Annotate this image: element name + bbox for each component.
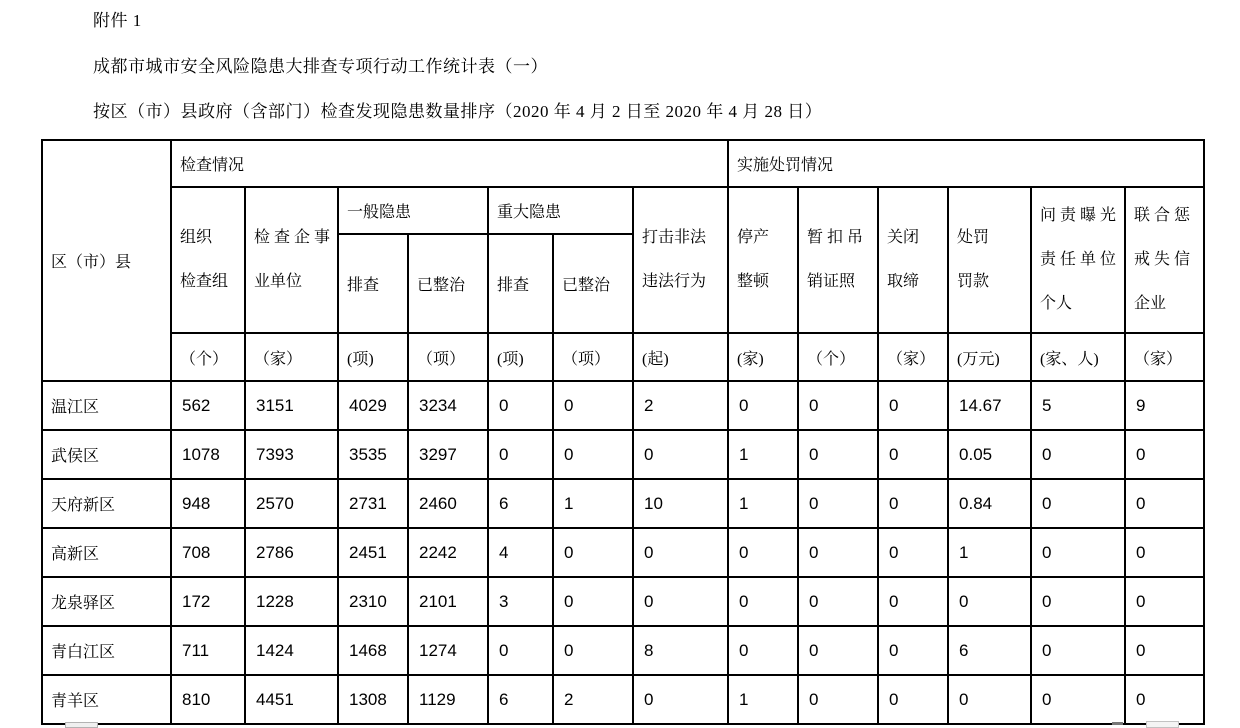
header-suspend <box>728 187 798 333</box>
scrollbar-fragment-right[interactable] <box>1146 721 1179 728</box>
header-line: 个人 <box>1040 295 1073 312</box>
district-cell: 天府新区 <box>42 479 171 528</box>
data-cell: 0 <box>553 430 633 479</box>
header-general-screened: 排查 <box>338 234 408 333</box>
data-cell: 0 <box>1031 675 1125 724</box>
corner-header: 区（市）县 <box>42 140 171 381</box>
data-cell: 0 <box>948 675 1031 724</box>
header-line: 打击非法 <box>642 229 707 246</box>
data-cell: 0 <box>1125 479 1204 528</box>
unit-cell: (项) <box>338 333 408 381</box>
header-line: 检 查 企 事 <box>254 229 331 246</box>
data-cell: 4029 <box>338 381 408 430</box>
data-cell: 0 <box>1125 577 1204 626</box>
data-cell: 1308 <box>338 675 408 724</box>
data-cell: 6 <box>488 479 553 528</box>
header-line: 问 责 曝 光 <box>1040 207 1117 224</box>
data-cell: 0 <box>1031 430 1125 479</box>
data-cell: 0 <box>878 528 948 577</box>
unit-cell: （项） <box>553 333 633 381</box>
data-cell: 810 <box>171 675 245 724</box>
data-cell: 0 <box>633 528 728 577</box>
data-cell: 4451 <box>245 675 338 724</box>
header-line: 销证照 <box>807 273 856 290</box>
data-cell: 4 <box>488 528 553 577</box>
data-cell: 1 <box>728 430 798 479</box>
data-cell: 948 <box>171 479 245 528</box>
data-cell: 0 <box>798 577 878 626</box>
header-line: 取缔 <box>887 273 920 290</box>
district-cell: 青羊区 <box>42 675 171 724</box>
district-cell: 武侯区 <box>42 430 171 479</box>
unit-cell: （家） <box>878 333 948 381</box>
header-close <box>878 187 948 333</box>
district-cell: 高新区 <box>42 528 171 577</box>
header-line: 处罚 <box>957 229 990 246</box>
data-cell: 0 <box>728 528 798 577</box>
header-org <box>171 187 245 333</box>
data-cell: 0 <box>553 626 633 675</box>
group-header-punishment: 实施处罚情况 <box>728 140 1204 187</box>
district-cell: 温江区 <box>42 381 171 430</box>
data-cell: 0 <box>1031 577 1125 626</box>
data-cell: 0 <box>948 577 1031 626</box>
document-subtitle: 按区（市）县政府（含部门）检查发现隐患数量排序（2020 年 4 月 2 日至 2020 年 4 月 28 日） <box>93 102 823 121</box>
data-cell: 10 <box>633 479 728 528</box>
table-row <box>42 577 1204 626</box>
subgroup-major-hazard: 重大隐患 <box>488 187 633 234</box>
header-joint-discipline <box>1125 187 1204 333</box>
header-line: 戒 失 信 <box>1134 251 1191 268</box>
data-cell: 2731 <box>338 479 408 528</box>
table-row <box>42 528 1204 577</box>
data-cell: 0 <box>488 430 553 479</box>
district-cell: 龙泉驿区 <box>42 577 171 626</box>
header-accountability <box>1031 187 1125 333</box>
data-cell: 2 <box>633 381 728 430</box>
data-cell: 1274 <box>408 626 488 675</box>
data-cell: 0 <box>798 479 878 528</box>
data-cell: 0 <box>798 675 878 724</box>
data-cell: 0 <box>798 626 878 675</box>
data-cell: 6 <box>488 675 553 724</box>
header-crackdown <box>633 187 728 333</box>
data-cell: 0 <box>633 430 728 479</box>
unit-cell: （个） <box>171 333 245 381</box>
header-row-units <box>42 333 1204 381</box>
data-cell: 0 <box>798 528 878 577</box>
data-cell: 1129 <box>408 675 488 724</box>
header-line: 关闭 <box>887 229 920 246</box>
data-cell: 0 <box>878 626 948 675</box>
data-cell: 2310 <box>338 577 408 626</box>
data-cell: 7393 <box>245 430 338 479</box>
data-cell: 14.67 <box>948 381 1031 430</box>
data-cell: 0 <box>878 675 948 724</box>
header-line: 检查组 <box>180 273 229 290</box>
header-line: 罚款 <box>957 273 990 290</box>
data-cell: 0 <box>878 381 948 430</box>
data-cell: 0 <box>488 626 553 675</box>
unit-cell: （家） <box>1125 333 1204 381</box>
data-cell: 0 <box>553 381 633 430</box>
data-cell: 0 <box>553 577 633 626</box>
data-cell: 0 <box>1125 528 1204 577</box>
unit-cell: （个） <box>798 333 878 381</box>
data-cell: 0 <box>1031 626 1125 675</box>
unit-cell: (家) <box>728 333 798 381</box>
data-cell: 0 <box>553 528 633 577</box>
data-cell: 2 <box>553 675 633 724</box>
header-general-rectified: 已整治 <box>408 234 488 333</box>
data-cell: 5 <box>1031 381 1125 430</box>
data-cell: 1 <box>948 528 1031 577</box>
data-cell: 0 <box>1031 479 1125 528</box>
data-cell: 0 <box>633 577 728 626</box>
data-cell: 0 <box>1125 675 1204 724</box>
data-cell: 562 <box>171 381 245 430</box>
data-cell: 0 <box>878 479 948 528</box>
data-cell: 1 <box>728 479 798 528</box>
data-cell: 0 <box>878 577 948 626</box>
header-line: 组织 <box>180 229 213 246</box>
unit-cell: (项) <box>488 333 553 381</box>
header-line: 暂 扣 吊 <box>807 229 864 246</box>
unit-cell: (家、人) <box>1031 333 1125 381</box>
header-major-screened: 排查 <box>488 234 553 333</box>
header-line: 企业 <box>1134 295 1167 312</box>
header-line: 整顿 <box>737 273 770 290</box>
data-cell: 0 <box>878 430 948 479</box>
header-line: 责 任 单 位 <box>1040 251 1117 268</box>
statistics-table <box>41 139 1205 725</box>
data-cell: 711 <box>171 626 245 675</box>
unit-cell: （家） <box>245 333 338 381</box>
header-line: 违法行为 <box>642 273 707 290</box>
data-cell: 0 <box>1125 430 1204 479</box>
data-cell: 2451 <box>338 528 408 577</box>
header-row-groups <box>42 140 1204 187</box>
data-cell: 708 <box>171 528 245 577</box>
data-cell: 0 <box>728 626 798 675</box>
data-cell: 0 <box>728 381 798 430</box>
header-line: 业单位 <box>254 273 303 290</box>
data-cell: 2460 <box>408 479 488 528</box>
header-enterprise <box>245 187 338 333</box>
unit-cell: (起) <box>633 333 728 381</box>
table-row <box>42 626 1204 675</box>
data-cell: 1468 <box>338 626 408 675</box>
data-cell: 8 <box>633 626 728 675</box>
data-cell: 0 <box>798 430 878 479</box>
data-cell: 172 <box>171 577 245 626</box>
data-cell: 6 <box>948 626 1031 675</box>
data-cell: 3 <box>488 577 553 626</box>
scrollbar-fragment-left[interactable] <box>65 722 98 728</box>
data-cell: 2242 <box>408 528 488 577</box>
unit-cell: (万元) <box>948 333 1031 381</box>
table-row <box>42 381 1204 430</box>
data-cell: 1 <box>553 479 633 528</box>
district-cell: 青白江区 <box>42 626 171 675</box>
data-cell: 3151 <box>245 381 338 430</box>
header-row-sub <box>42 187 1204 234</box>
data-cell: 2570 <box>245 479 338 528</box>
data-cell: 1078 <box>171 430 245 479</box>
data-cell: 0 <box>488 381 553 430</box>
table-row <box>42 675 1204 724</box>
data-cell: 0 <box>1125 626 1204 675</box>
data-cell: 1228 <box>245 577 338 626</box>
data-cell: 0.84 <box>948 479 1031 528</box>
data-cell: 3297 <box>408 430 488 479</box>
data-cell: 1 <box>728 675 798 724</box>
group-header-inspection: 检查情况 <box>171 140 728 187</box>
ui-fragment-dash <box>1112 722 1123 725</box>
data-cell: 3535 <box>338 430 408 479</box>
header-line: 停产 <box>737 229 770 246</box>
data-cell: 9 <box>1125 381 1204 430</box>
data-cell: 0 <box>633 675 728 724</box>
table-row <box>42 430 1204 479</box>
header-line: 联 合 惩 <box>1134 207 1191 224</box>
data-cell: 2786 <box>245 528 338 577</box>
data-cell: 0.05 <box>948 430 1031 479</box>
unit-cell: （项） <box>408 333 488 381</box>
data-cell: 2101 <box>408 577 488 626</box>
header-major-rectified: 已整治 <box>553 234 633 333</box>
attachment-label: 附件 1 <box>93 11 142 30</box>
data-cell: 3234 <box>408 381 488 430</box>
header-revoke <box>798 187 878 333</box>
data-cell: 1424 <box>245 626 338 675</box>
data-cell: 0 <box>1031 528 1125 577</box>
table-row <box>42 479 1204 528</box>
data-cell: 0 <box>798 381 878 430</box>
subgroup-general-hazard: 一般隐患 <box>338 187 488 234</box>
document-title: 成都市城市安全风险隐患大排查专项行动工作统计表（一） <box>93 57 548 76</box>
data-cell: 0 <box>728 577 798 626</box>
header-fine <box>948 187 1031 333</box>
